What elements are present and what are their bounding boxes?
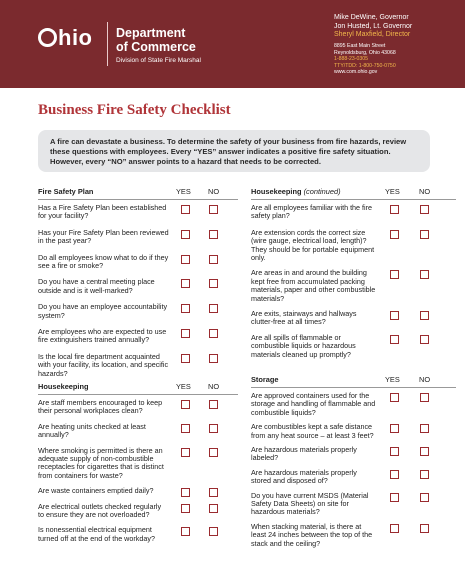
officials-block <box>334 14 462 40</box>
logo-text: hio <box>58 25 93 50</box>
checklist-item <box>251 269 456 303</box>
yes-checkbox[interactable] <box>181 448 190 457</box>
address-phone: 1-888-23-0305 <box>334 56 369 63</box>
checklist-question: Are extension cords the correct size (wire gauge, electrical load, length)? They should be for portable equipment only. <box>251 227 375 263</box>
yes-checkbox[interactable] <box>390 205 399 214</box>
yes-column-label: YES <box>385 187 400 196</box>
checklist-question: Are staff members encouraged to keep their personal workplaces clean? <box>38 398 163 416</box>
checklist-question: Where smoking is permitted is there an adequate supply of non-combustible receptacles for cigarettes that is distinct from containers for waste? <box>38 445 164 480</box>
checklist-item <box>251 446 456 463</box>
no-checkbox[interactable] <box>420 230 429 239</box>
yes-checkbox[interactable] <box>390 493 399 502</box>
checklist-item <box>38 447 238 481</box>
yes-column-label: YES <box>176 382 191 391</box>
checklist-question: Has your Fire Safety Plan been reviewed in the past year? <box>38 227 169 246</box>
yes-checkbox[interactable] <box>390 447 399 456</box>
no-checkbox[interactable] <box>209 354 218 363</box>
division-name: Division of State Fire Marshal <box>116 57 201 64</box>
no-checkbox[interactable] <box>420 270 429 279</box>
section-housekeeping-continued <box>251 187 456 366</box>
checklist-item <box>251 229 456 263</box>
checklist-item <box>251 204 456 221</box>
yes-column-label: YES <box>385 375 400 384</box>
checklist-question: Do you have an employee accountability system? <box>38 302 168 320</box>
header-divider <box>107 22 108 66</box>
checklist-item <box>38 526 238 543</box>
yes-checkbox[interactable] <box>181 255 190 264</box>
checklist-item <box>251 334 456 359</box>
no-checkbox[interactable] <box>209 424 218 433</box>
no-checkbox[interactable] <box>209 527 218 536</box>
yes-checkbox[interactable] <box>181 304 190 313</box>
yes-checkbox[interactable] <box>181 205 190 214</box>
address-tty: TTY/TDD: 1-800-750-0750 <box>334 62 396 69</box>
section-rule <box>251 387 456 388</box>
checklist-question: Are approved containers used for the storage and handling of flammable and combustible liquids? <box>251 391 376 417</box>
yes-checkbox[interactable] <box>181 488 190 497</box>
checklist-question: Are electrical outlets checked regularly to ensure they are not overloaded? <box>38 501 162 520</box>
checklist-item <box>38 328 238 345</box>
checklist-question: When stacking material, is there at least 24 inches between the top of the stack and the ceiling? <box>251 521 373 548</box>
checklist-question: Are exits, stairways and hallways clutter-free at all times? <box>251 309 357 327</box>
checklist-item <box>38 229 238 246</box>
section-heading-text: Housekeeping <box>38 382 89 391</box>
yes-checkbox[interactable] <box>390 335 399 344</box>
section-heading <box>251 375 456 386</box>
checklist-question: Has a Fire Safety Plan been established for your facility? <box>38 203 167 221</box>
official-director: Sheryl Maxfield, Director <box>334 31 411 39</box>
no-checkbox[interactable] <box>420 447 429 456</box>
official-lt-governor: Jon Husted, Lt. Governor <box>334 22 413 30</box>
yes-checkbox[interactable] <box>181 230 190 239</box>
no-checkbox[interactable] <box>209 329 218 338</box>
checklist-question: Do you have current MSDS (Material Safety Data Sheets) on site for hazardous materials? <box>251 490 369 517</box>
header-banner <box>0 0 465 88</box>
checklist-item <box>251 392 456 417</box>
no-checkbox[interactable] <box>209 400 218 409</box>
checklist-question: Are all spills of flammable or combustible liquids or hazardous materials cleaned up promptly? <box>251 332 356 359</box>
department-line2: of Commerce <box>116 40 196 54</box>
section-rule <box>251 199 456 200</box>
yes-checkbox[interactable] <box>390 470 399 479</box>
ohio-logo <box>38 25 93 51</box>
yes-checkbox[interactable] <box>181 354 190 363</box>
checklist-question: Are combustibles kept a safe distance from any heat source – at least 3 feet? <box>251 422 374 440</box>
checklist-item <box>251 469 456 486</box>
no-checkbox[interactable] <box>420 205 429 214</box>
checklist-item <box>38 503 238 520</box>
checklist-question: Are waste containers emptied daily? <box>38 486 154 496</box>
yes-checkbox[interactable] <box>390 424 399 433</box>
checklist-item <box>38 487 238 495</box>
intro-box: A fire can devastate a business. To determine the safety of your business from fire hazards, review these questions with employees. Every “YES” answer indicates a positive fire safety situation. However, every “NO” answer points to a hazard that needs to be corrected. <box>38 130 430 172</box>
section-rule <box>38 394 238 395</box>
checklist-item <box>251 310 456 327</box>
no-column-label: NO <box>208 382 220 391</box>
no-checkbox[interactable] <box>209 304 218 313</box>
section-heading-text: Fire Safety Plan <box>38 187 94 196</box>
no-checkbox[interactable] <box>420 335 429 344</box>
yes-checkbox[interactable] <box>390 311 399 320</box>
checklist-question: Are employees who are expected to use fire extinguishers trained annually? <box>38 327 167 345</box>
yes-checkbox[interactable] <box>181 527 190 536</box>
address-website: www.com.ohio.gov <box>334 69 378 76</box>
section-heading-note: (continued) <box>303 187 341 196</box>
checklist-item <box>251 523 456 548</box>
section-rule <box>38 199 238 200</box>
no-checkbox[interactable] <box>420 493 429 502</box>
yes-checkbox[interactable] <box>390 270 399 279</box>
logo-o-ring-icon <box>38 28 57 47</box>
section-heading <box>38 187 238 198</box>
section-heading <box>38 382 238 393</box>
checklist-question: Is nonessential electrical equipment turned off at the end of the workday? <box>38 525 155 543</box>
checklist-question: Are hazardous materials properly labeled? <box>251 445 357 463</box>
department-name <box>116 26 196 54</box>
checklist-item <box>38 278 238 295</box>
checklist-item <box>38 254 238 271</box>
yes-checkbox[interactable] <box>390 230 399 239</box>
yes-checkbox[interactable] <box>181 400 190 409</box>
no-column-label: NO <box>419 187 431 196</box>
no-checkbox[interactable] <box>209 279 218 288</box>
no-column-label: NO <box>208 187 220 196</box>
checklist-question: Are hazardous materials properly stored and disposed of? <box>251 467 357 486</box>
no-checkbox[interactable] <box>420 524 429 533</box>
address-street: 8895 East Main Street <box>334 43 386 49</box>
checklist-item <box>38 353 238 378</box>
yes-checkbox[interactable] <box>390 524 399 533</box>
no-checkbox[interactable] <box>209 488 218 497</box>
no-column-label: NO <box>419 375 431 384</box>
section-heading <box>251 187 456 198</box>
no-checkbox[interactable] <box>209 448 218 457</box>
checklist-question: Is the local fire department acquainted with your facility, its location, and specific hazards? <box>38 351 169 378</box>
yes-checkbox[interactable] <box>181 504 190 513</box>
no-checkbox[interactable] <box>209 205 218 214</box>
yes-checkbox[interactable] <box>181 279 190 288</box>
checklist-question: Are areas in and around the building kept free from accumulated packing materials, paper and other combustible materials? <box>251 268 376 303</box>
checklist-item <box>38 423 238 440</box>
section-heading-text: Housekeeping <box>251 187 302 196</box>
no-checkbox[interactable] <box>420 424 429 433</box>
checklist-item <box>251 492 456 517</box>
checklist-item <box>38 204 238 221</box>
checklist-item <box>38 303 238 320</box>
no-checkbox[interactable] <box>209 255 218 264</box>
section-fire-safety-plan <box>38 187 238 386</box>
address-block <box>334 43 396 76</box>
checklist-question: Do all employees know what to do if they see a fire or smoke? <box>38 252 169 271</box>
address-city: Reynoldsburg, Ohio 43068 <box>334 49 396 56</box>
no-checkbox[interactable] <box>420 311 429 320</box>
checklist-item <box>38 399 238 416</box>
yes-checkbox[interactable] <box>181 329 190 338</box>
no-checkbox[interactable] <box>209 230 218 239</box>
no-checkbox[interactable] <box>209 504 218 513</box>
checklist-item <box>251 423 456 440</box>
department-line1: Department <box>116 26 186 40</box>
yes-column-label: YES <box>176 187 191 196</box>
section-housekeeping <box>38 382 238 550</box>
section-heading-text: Storage <box>251 375 279 384</box>
yes-checkbox[interactable] <box>181 424 190 433</box>
official-governor: Mike DeWine, Governor <box>334 14 409 21</box>
no-checkbox[interactable] <box>420 393 429 402</box>
yes-checkbox[interactable] <box>390 393 399 402</box>
page-title: Business Fire Safety Checklist <box>38 102 231 118</box>
checklist-question: Do you have a central meeting place outside and is it well-marked? <box>38 277 155 295</box>
checklist-question: Are heating units checked at least annually? <box>38 421 146 440</box>
checklist-question: Are all employees familiar with the fire safety plan? <box>251 203 373 221</box>
no-checkbox[interactable] <box>420 470 429 479</box>
section-storage <box>251 375 456 554</box>
